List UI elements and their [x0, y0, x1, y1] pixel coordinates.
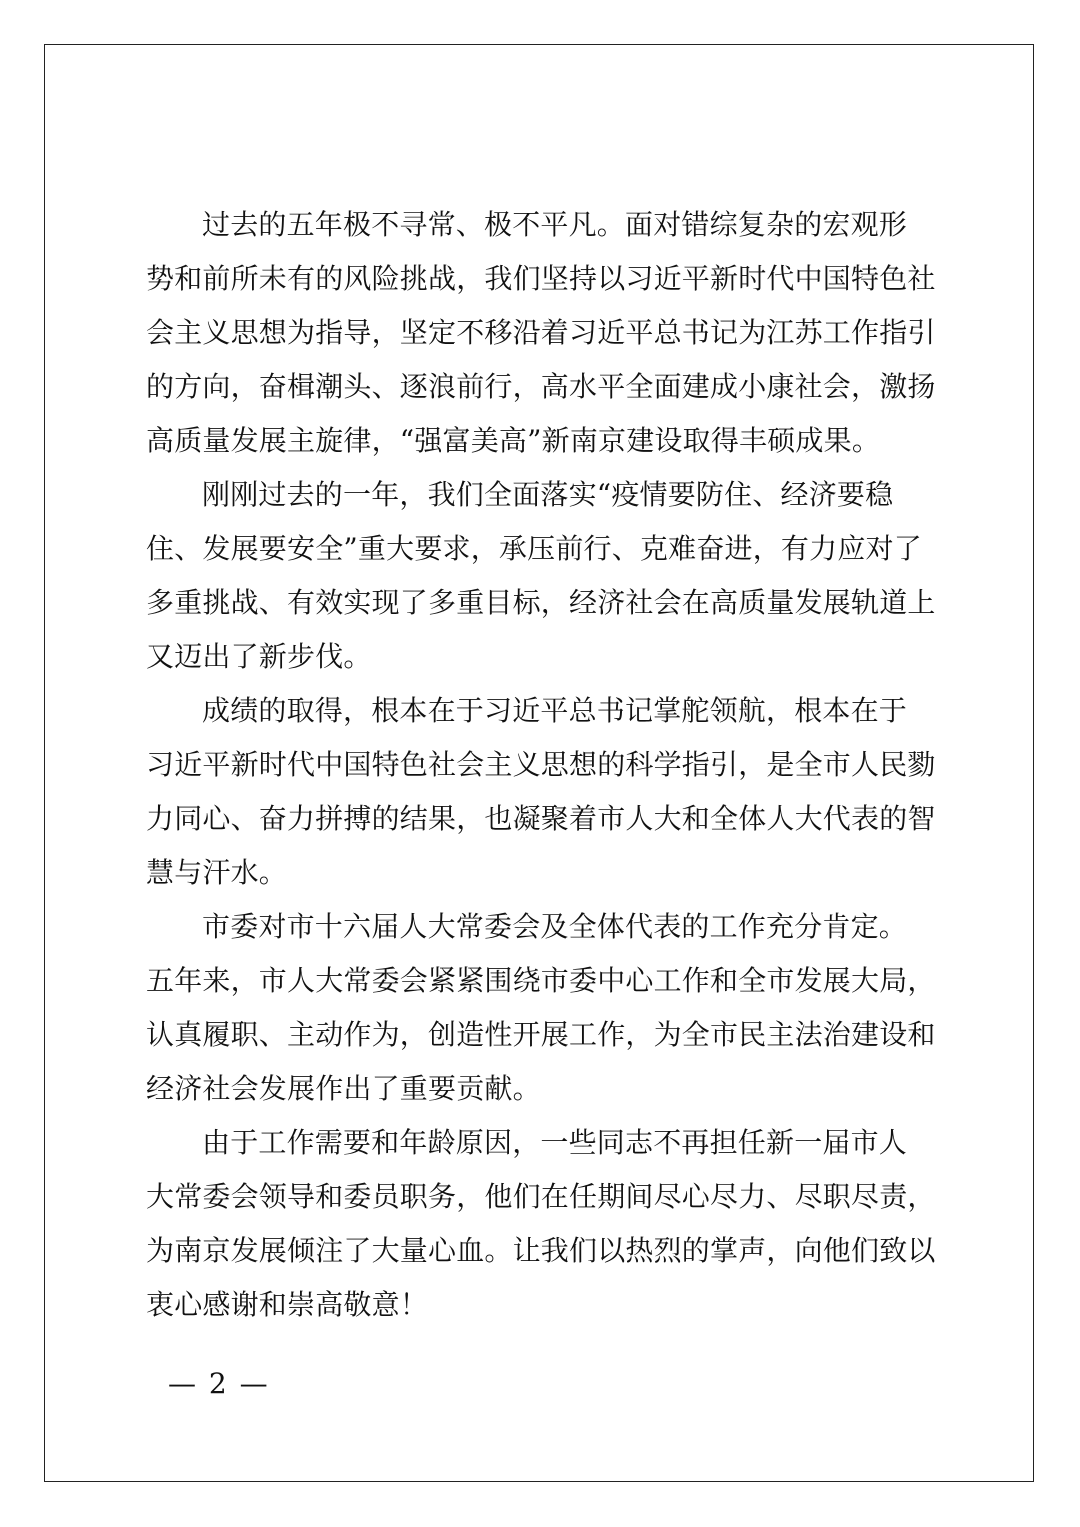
- text-line: 高质量发展主旋律，“强富美高”新南京建设取得丰硕成果。: [146, 424, 881, 457]
- text-line: 认真履职、主动作为，创造性开展工作，为全市民主法治建设和: [146, 1018, 936, 1051]
- text-line: 市委对市十六届人大常委会及全体代表的工作充分肯定。: [202, 910, 908, 943]
- text-line: 五年来，市人大常委会紧紧围绕市委中心工作和全市发展大局，: [146, 964, 936, 997]
- paragraph: [146, 1116, 946, 1332]
- text-line: 多重挑战、有效实现了多重目标，经济社会在高质量发展轨道上: [146, 586, 936, 619]
- text-line: 刚刚过去的一年，我们全面落实“疫情要防住、经济要稳: [202, 478, 894, 511]
- page-number: — 2 —: [168, 1367, 270, 1400]
- text-line: 又迈出了新步伐。: [146, 640, 372, 673]
- text-line: 住、发展要安全”重大要求，承压前行、克难奋进，有力应对了: [146, 532, 922, 565]
- text-line: 势和前所未有的风险挑战，我们坚持以习近平新时代中国特色社: [146, 262, 936, 295]
- text-line: 力同心、奋力拼搏的结果，也凝聚着市人大和全体人大代表的智: [146, 802, 936, 835]
- text-line: 慧与汗水。: [146, 856, 288, 889]
- text-line: 经济社会发展作出了重要贡献。: [146, 1072, 541, 1105]
- text-line: 习近平新时代中国特色社会主义思想的科学指引，是全市人民勠: [146, 748, 936, 781]
- text-line: 成绩的取得，根本在于习近平总书记掌舵领航，根本在于: [202, 694, 908, 727]
- text-line: 的方向，奋楫潮头、逐浪前行，高水平全面建成小康社会，激扬: [146, 370, 936, 403]
- text-line: 过去的五年极不寻常、极不平凡。面对错综复杂的宏观形: [202, 208, 908, 241]
- paragraph: [146, 900, 946, 1116]
- paragraph: [146, 468, 946, 684]
- text-line: 为南京发展倾注了大量心血。让我们以热烈的掌声，向他们致以: [146, 1234, 936, 1267]
- text-line: 大常委会领导和委员职务，他们在任期间尽心尽力、尽职尽责，: [146, 1180, 936, 1213]
- text-line: 会主义思想为指导，坚定不移沿着习近平总书记为江苏工作指引: [146, 316, 936, 349]
- paragraph: [146, 198, 946, 468]
- text-line: 衷心感谢和崇高敬意！: [146, 1288, 429, 1321]
- document-body: [146, 198, 946, 1332]
- paragraph: [146, 684, 946, 900]
- text-line: 由于工作需要和年龄原因，一些同志不再担任新一届市人: [202, 1126, 908, 1159]
